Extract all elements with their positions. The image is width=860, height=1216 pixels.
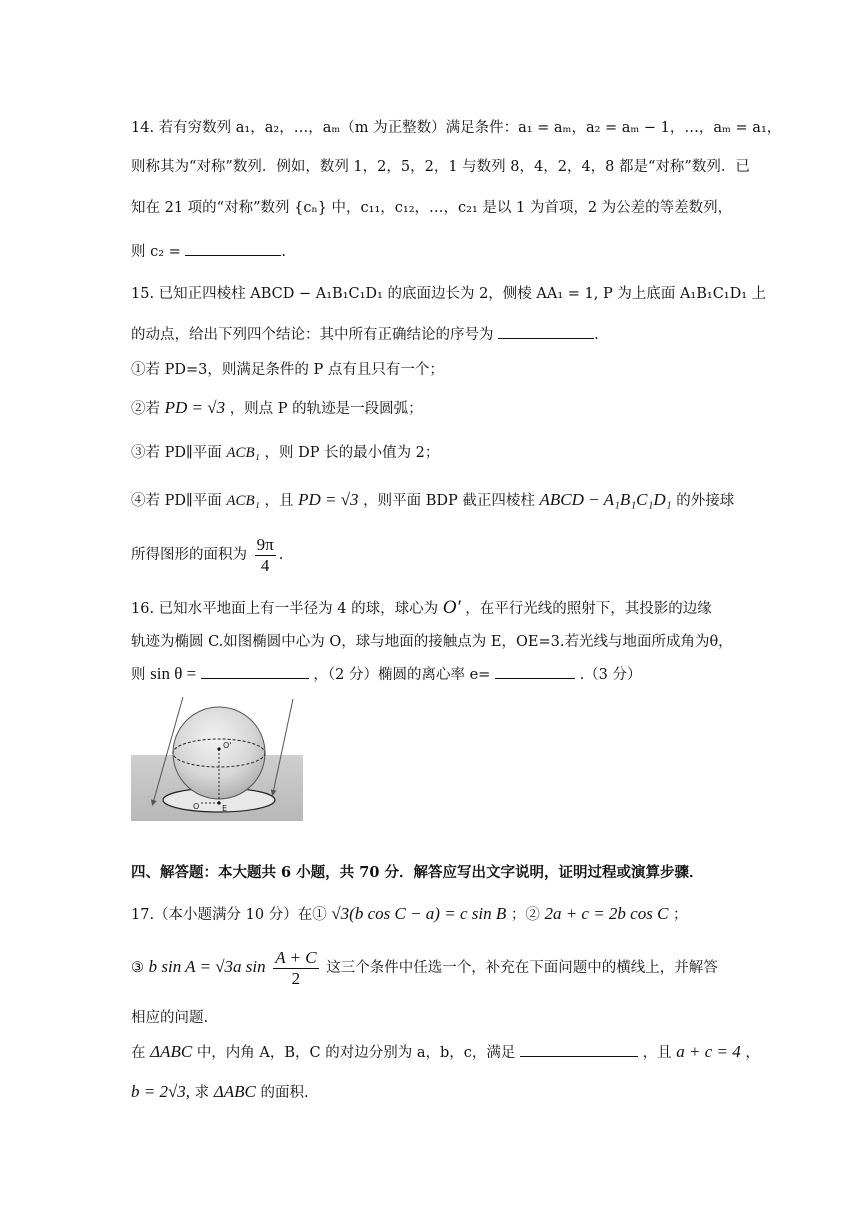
q15-line-2: 的动点，给出下列四个结论：其中所有正确结论的序号为 . bbox=[131, 324, 731, 345]
q15-fraction bbox=[255, 535, 276, 576]
q15-option-3 bbox=[131, 443, 731, 463]
q17-b-value: b = 2√3, bbox=[131, 1082, 191, 1101]
q15-frac-den: 4 bbox=[260, 555, 270, 575]
q17-line1-prefix: 17.（本小题满分 10 分）在① bbox=[131, 907, 327, 923]
q17-condition-1: √3(b cos C − a) = c sin B bbox=[331, 904, 507, 923]
q14-line-3: 知在 21 项的“对称”数列 {cₙ} 中，c₁₁，c₁₂，…，c₂₁ 是以 1 为首项，2 为公差的等差数列， bbox=[131, 200, 733, 216]
q15-opt4-math-1: ACB₁ bbox=[226, 493, 260, 509]
q16-line1-suffix: ，在平行光线的照射下，其投影的边缘 bbox=[465, 601, 712, 617]
q14-answer-prompt: 则 c₂ = bbox=[131, 244, 181, 260]
q14-answer-blank bbox=[185, 241, 281, 256]
q16-line-2: 轨迹为椭圆 C.如图椭圆中心为 O，球与地面的接触点为 E，OE=3.若光线与地面所成角为θ， bbox=[131, 634, 733, 650]
q16-o-prime: O′ bbox=[442, 597, 461, 618]
q16-blank-1 bbox=[201, 664, 309, 679]
q14-line-1: 14. 若有穷数列 a₁，a₂，…，aₘ（m 为正整数）满足条件：a₁ = aₘ，a₂ = aₘ − 1，…，aₘ = a₁， bbox=[131, 120, 782, 136]
q17-line-5 bbox=[131, 1082, 731, 1103]
q17-line4-mid2: ，且 bbox=[642, 1045, 672, 1061]
sphere-shadow-figure bbox=[131, 693, 303, 821]
q15-opt3-prefix: ③若 PD∥平面 bbox=[131, 445, 222, 461]
q15-opt4-math-3: ABCD − A₁B₁C₁D₁ bbox=[539, 490, 672, 509]
q15-option-1: ①若 PD=3，则满足条件的 P 点有且只有一个； bbox=[131, 362, 444, 378]
q15-opt4-line2: 所得图形的面积为 bbox=[131, 547, 247, 563]
section-4-heading: 四、解答题：本大题共 6 小题，共 70 分．解答应写出文字说明，证明过程或演算步骤． bbox=[131, 864, 704, 881]
q17-condition-2: 2a + c = 2b cos C bbox=[544, 904, 669, 923]
q17-line4-prefix: 在 bbox=[131, 1045, 146, 1061]
q15-opt3-math: ACB₁ bbox=[226, 445, 260, 461]
label-o-prime: O' bbox=[223, 741, 232, 750]
q16-line3-mid: ，（2 分）椭圆的离心率 e= bbox=[313, 667, 491, 683]
q16-line3-prefix: 则 bbox=[131, 667, 146, 683]
q15-opt4-text: ，则平面 BDP 截正四棱柱 bbox=[363, 493, 535, 509]
q17-line2-prefix: ③ bbox=[131, 960, 144, 976]
q17-line-1 bbox=[131, 904, 731, 925]
q17-line1-end: ； bbox=[673, 907, 688, 923]
q15-frac-num: 9π bbox=[256, 534, 274, 554]
q15-opt4-math-2: PD = √3 bbox=[298, 490, 359, 509]
q17-line4-end: ， bbox=[745, 1045, 760, 1061]
q17-sum-condition: a + c = 4 bbox=[676, 1042, 741, 1061]
q17-line5-end: 的面积. bbox=[260, 1085, 309, 1101]
q15-prompt: 的动点，给出下列四个结论：其中所有正确结论的序号为 bbox=[131, 327, 494, 343]
q15-opt3-suffix: ，则 DP 长的最小值为 2； bbox=[264, 445, 440, 461]
q16-blank-2 bbox=[495, 664, 575, 679]
q15-line-1: 15. 已知正四棱柱 ABCD − A₁B₁C₁D₁ 的底面边长为 2，侧棱 AA₁ = 1, P 为上底面 A₁B₁C₁D₁ 上 bbox=[131, 286, 767, 302]
q16-line-3 bbox=[131, 664, 731, 685]
q17-frac-num: A + C bbox=[275, 947, 317, 967]
q16-line3-end: .（3 分） bbox=[579, 667, 642, 683]
q16-line-1 bbox=[131, 598, 731, 619]
q15-opt2-prefix: ②若 bbox=[131, 401, 160, 417]
q17-triangle-2: ΔABC bbox=[213, 1082, 256, 1101]
q17-line-4 bbox=[131, 1042, 760, 1063]
q17-line2-suffix: 这三个条件中任选一个，补充在下面问题中的横线上，并解答 bbox=[326, 960, 718, 976]
q16-line1-prefix: 16. 已知水平地面上有一半径为 4 的球，球心为 bbox=[131, 601, 439, 617]
q15-opt4-prefix: ④若 PD∥平面 bbox=[131, 493, 222, 509]
q16-sin-theta: sin θ = bbox=[150, 664, 197, 683]
q17-line1-mid: ；② bbox=[510, 907, 540, 923]
q17-line4-mid: 中，内角 A，B，C 的对边分别为 a，b，c，满足 bbox=[196, 1045, 516, 1061]
q17-line-2 bbox=[131, 945, 731, 989]
label-o: O bbox=[193, 802, 200, 811]
q15-opt2-suffix: ，则点 P 的轨迹是一段圆弧； bbox=[229, 401, 423, 417]
q17-answer-blank bbox=[520, 1042, 638, 1057]
q17-frac-den: 2 bbox=[291, 968, 301, 988]
label-e: E bbox=[222, 804, 228, 813]
q15-opt4-end: 的外接球 bbox=[676, 493, 735, 509]
q15-answer-blank bbox=[498, 324, 594, 339]
q17-fraction bbox=[273, 948, 318, 989]
q17-triangle-1: ΔABC bbox=[150, 1042, 193, 1061]
q15-opt4-mid: ，且 bbox=[264, 493, 294, 509]
q15-option-4-cont: 所得图形的面积为 $\frac{9\pi}{4}$ . bbox=[131, 534, 284, 575]
q15-option-4 bbox=[131, 490, 735, 511]
q17-line-3: 相应的问题. bbox=[131, 1010, 209, 1026]
q14-line-2: 则称其为“对称”数列．例如，数列 1，2，5，2，1 与数列 8，4，2，4，8 都是“对称”数列．已 bbox=[131, 159, 750, 175]
q17-line5-mid: 求 bbox=[194, 1085, 210, 1101]
q15-opt2-math: PD = √3 bbox=[164, 398, 226, 417]
q14-line-4: 则 c₂ = . bbox=[131, 241, 731, 262]
q15-option-2 bbox=[131, 398, 731, 419]
q17-condition-3: b sin A = √3a sin bbox=[148, 957, 266, 976]
